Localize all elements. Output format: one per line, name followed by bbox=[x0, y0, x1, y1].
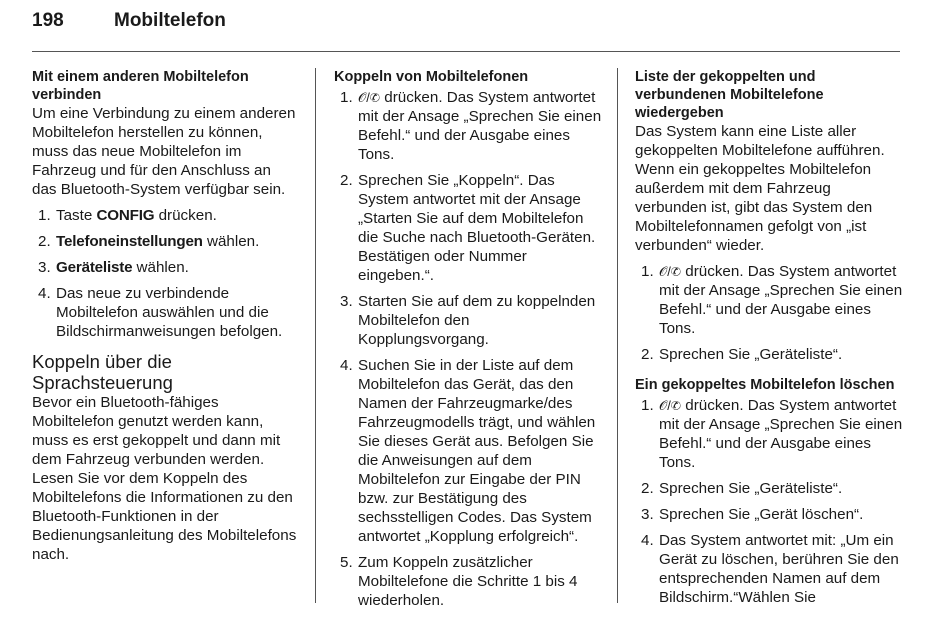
step-text: Sprechen Sie „Gerät löschen“. bbox=[659, 506, 864, 523]
step-number: 1. bbox=[38, 207, 51, 224]
section-heading: Mit einem anderen Mobiltelefon verbinden bbox=[32, 69, 249, 103]
step-number: 2. bbox=[38, 233, 51, 250]
list-item bbox=[334, 553, 602, 610]
step-number: 4. bbox=[340, 357, 353, 374]
step-number: 4. bbox=[641, 532, 654, 549]
step-number: 5. bbox=[340, 554, 353, 571]
paragraph: Um eine Verbindung zu einem anderen Mobiltelefon herstellen zu können, muss das neue Mobiltelefon im Fahrzeug und für den Anschluss an das Bluetooth-System verfügbar sein. bbox=[32, 105, 296, 198]
step-text: Starten Sie auf dem zu koppelnden Mobiltelefon den Kopplungsvorgang. bbox=[358, 293, 596, 348]
list-item bbox=[334, 292, 602, 349]
control-label: Geräteliste bbox=[56, 259, 133, 276]
step-text: wählen. bbox=[202, 233, 260, 250]
step-number: 1. bbox=[641, 263, 654, 280]
phone-voice-icon: 𝒪/✆ bbox=[659, 398, 682, 413]
list-item bbox=[635, 396, 903, 472]
step-text: Sprechen Sie „Koppeln“. Das System antwortet mit der Ansage „Starten Sie auf dem Mobiltelefon die Suche nach Bluetooth-Geräten. Bestätigen oder Nummer eingeben.“. bbox=[358, 172, 596, 284]
step-list bbox=[635, 262, 903, 364]
paragraph: Das System kann eine Liste aller gekoppelten Mobiltelefone aufführen. Wenn ein gekoppeltes Mobiltelefon außerdem mit dem Fahrzeug verbunden ist, gibt das System den Mobiltelefonnamen gefolgt von „ist verbunden“ wieder. bbox=[635, 123, 885, 254]
list-item bbox=[635, 505, 903, 524]
column-divider bbox=[315, 68, 316, 603]
control-label: Telefoneinstellungen bbox=[56, 233, 203, 250]
step-number: 4. bbox=[38, 285, 51, 302]
step-text: Das neue zu verbindende Mobiltelefon auswählen und die Bildschirmanweisungen befolgen. bbox=[56, 285, 283, 340]
list-item bbox=[32, 232, 297, 251]
step-text: drücken. Das System antwortet mit der Ansage „Sprechen Sie einen Befehl.“ und der Ausgabe eines Tons. bbox=[659, 263, 903, 337]
step-number: 2. bbox=[641, 346, 654, 363]
list-item bbox=[334, 171, 602, 285]
step-text: Sprechen Sie „Geräteliste“. bbox=[659, 346, 843, 363]
phone-voice-icon: 𝒪/✆ bbox=[659, 264, 682, 279]
section-heading-large: Koppeln über die Sprachsteuerung bbox=[32, 351, 173, 393]
step-text: drücken. Das System antwortet mit der Ansage „Sprechen Sie einen Befehl.“ und der Ausgabe eines Tons. bbox=[358, 89, 602, 163]
step-text: Sprechen Sie „Geräteliste“. bbox=[659, 480, 843, 497]
step-text: Taste bbox=[56, 207, 97, 224]
list-item bbox=[635, 345, 903, 364]
column-2 bbox=[334, 68, 602, 610]
step-text: Suchen Sie in der Liste auf dem Mobiltelefon das Gerät, das den Namen der Fahrzeugmarke/des Fahrzeugmodells trägt, und wählen Sie dieses Gerät aus. Befolgen Sie die Anweisungen auf dem Mobiltelefon zur Eingabe der PIN bzw. zur Bestätigung des sechsstelligen Codes. Das System antwortet „Kopplung erfolgreich“. bbox=[358, 357, 596, 545]
step-number: 3. bbox=[38, 259, 51, 276]
step-text: drücken. Das System antwortet mit der Ansage „Sprechen Sie einen Befehl.“ und der Ausgabe eines Tons. bbox=[659, 397, 903, 471]
step-text: Das System antwortet mit: „Um ein Gerät zu löschen, berühren Sie den entsprechenden Namen auf dem Bildschirm.“Wählen Sie bbox=[659, 532, 899, 606]
step-list bbox=[32, 206, 297, 341]
step-number: 1. bbox=[340, 89, 353, 106]
step-text: drücken. bbox=[154, 207, 217, 224]
step-number: 2. bbox=[340, 172, 353, 189]
column-divider bbox=[617, 68, 618, 603]
step-number: 3. bbox=[340, 293, 353, 310]
paragraph: Bevor ein Bluetooth-fähiges Mobiltelefon genutzt werden kann, muss es erst gekoppelt und dann mit dem Fahrzeug verbunden werden. Lesen Sie vor dem Koppeln des Mobiltelefons die Informationen zu den Bluetooth-Funktionen in der Bedienungsanleitung des Mobiltelefons nach. bbox=[32, 394, 297, 563]
step-list bbox=[635, 396, 903, 607]
section-heading: Koppeln von Mobiltelefonen bbox=[334, 69, 529, 85]
list-item bbox=[32, 206, 297, 225]
list-item bbox=[32, 284, 297, 341]
section-heading: Ein gekoppeltes Mobiltelefon löschen bbox=[635, 377, 895, 393]
section-heading: Liste der gekoppelten und verbundenen Mobiltelefone wiedergeben bbox=[635, 69, 824, 121]
header-rule bbox=[32, 51, 900, 52]
list-item bbox=[635, 531, 903, 607]
list-item bbox=[32, 258, 297, 277]
list-item bbox=[635, 262, 903, 338]
page-title: Mobiltelefon bbox=[114, 10, 226, 31]
list-item bbox=[334, 356, 602, 546]
column-3 bbox=[635, 68, 903, 607]
control-label: CONFIG bbox=[96, 207, 155, 224]
step-list bbox=[334, 88, 602, 610]
list-item bbox=[635, 479, 903, 498]
step-text: Zum Koppeln zusätzlicher Mobiltelefone die Schritte 1 bis 4 wiederholen. bbox=[358, 554, 578, 609]
phone-voice-icon: 𝒪/✆ bbox=[358, 90, 381, 105]
list-item bbox=[334, 88, 602, 164]
page-number: 198 bbox=[32, 10, 64, 31]
step-text: wählen. bbox=[132, 259, 189, 276]
step-number: 3. bbox=[641, 506, 654, 523]
step-number: 2. bbox=[641, 480, 654, 497]
column-1 bbox=[32, 68, 297, 564]
step-number: 1. bbox=[641, 397, 654, 414]
